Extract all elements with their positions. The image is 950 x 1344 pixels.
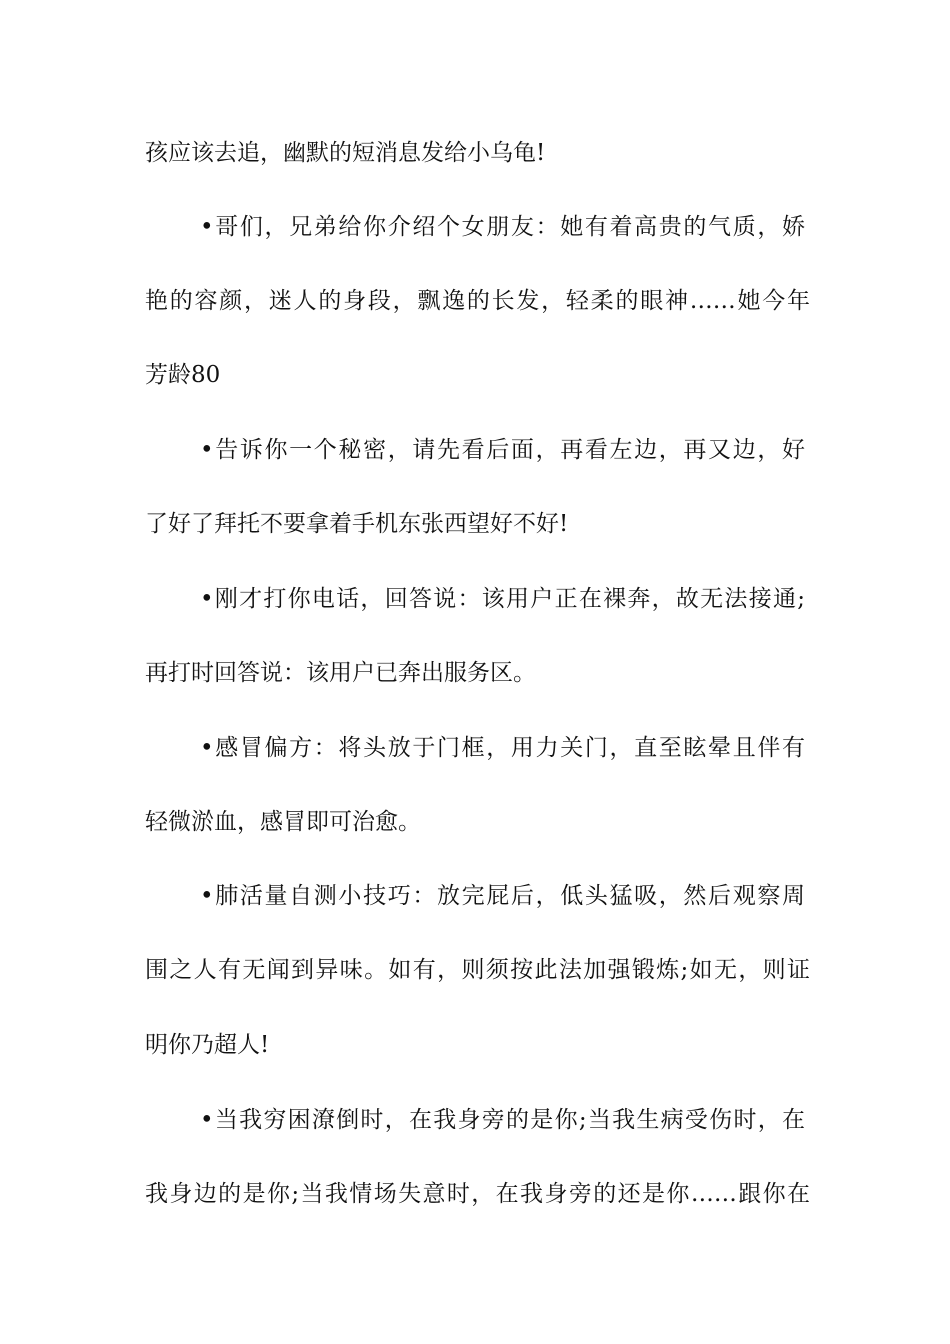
paragraph-line: 我身边的是你;当我情场失意时，在我身旁的还是你……跟你在 xyxy=(145,1181,810,1207)
paragraph-line: 再打时回答说：该用户已奔出服务区。 xyxy=(145,660,536,686)
paragraph-line: 艳的容颜，迷人的身段，飘逸的长发，轻柔的眼神……她今年 xyxy=(145,288,810,314)
bullet-paragraph-line: •感冒偏方：将头放于门框，用力关门，直至眩晕且伴有 xyxy=(200,735,805,761)
paragraph-line: 了好了拜托不要拿着手机东张西望好不好! xyxy=(145,511,569,537)
paragraph-line: 明你乃超人! xyxy=(145,1032,270,1058)
bullet-paragraph-line: •哥们，兄弟给你介绍个女朋友：她有着高贵的气质，娇 xyxy=(200,214,805,240)
paragraph-line: 轻微淤血，感冒即可治愈。 xyxy=(145,809,421,835)
paragraph-line: 芳龄80 xyxy=(145,362,221,388)
paragraph-line: 围之人有无闻到异味。如有，则须按此法加强锻炼;如无，则证 xyxy=(145,957,810,983)
bullet-paragraph-line: •当我穷困潦倒时，在我身旁的是你;当我生病受伤时，在 xyxy=(200,1107,805,1133)
bullet-paragraph-line: •告诉你一个秘密，请先看后面，再看左边，再又边，好 xyxy=(200,437,805,463)
bullet-paragraph-line: •刚才打你电话，回答说：该用户正在裸奔，故无法接通; xyxy=(200,586,805,612)
bullet-paragraph-line: •肺活量自测小技巧：放完屁后，低头猛吸，然后观察周 xyxy=(200,883,805,909)
paragraph-line: 孩应该去追，幽默的短消息发给小乌龟! xyxy=(145,140,546,166)
